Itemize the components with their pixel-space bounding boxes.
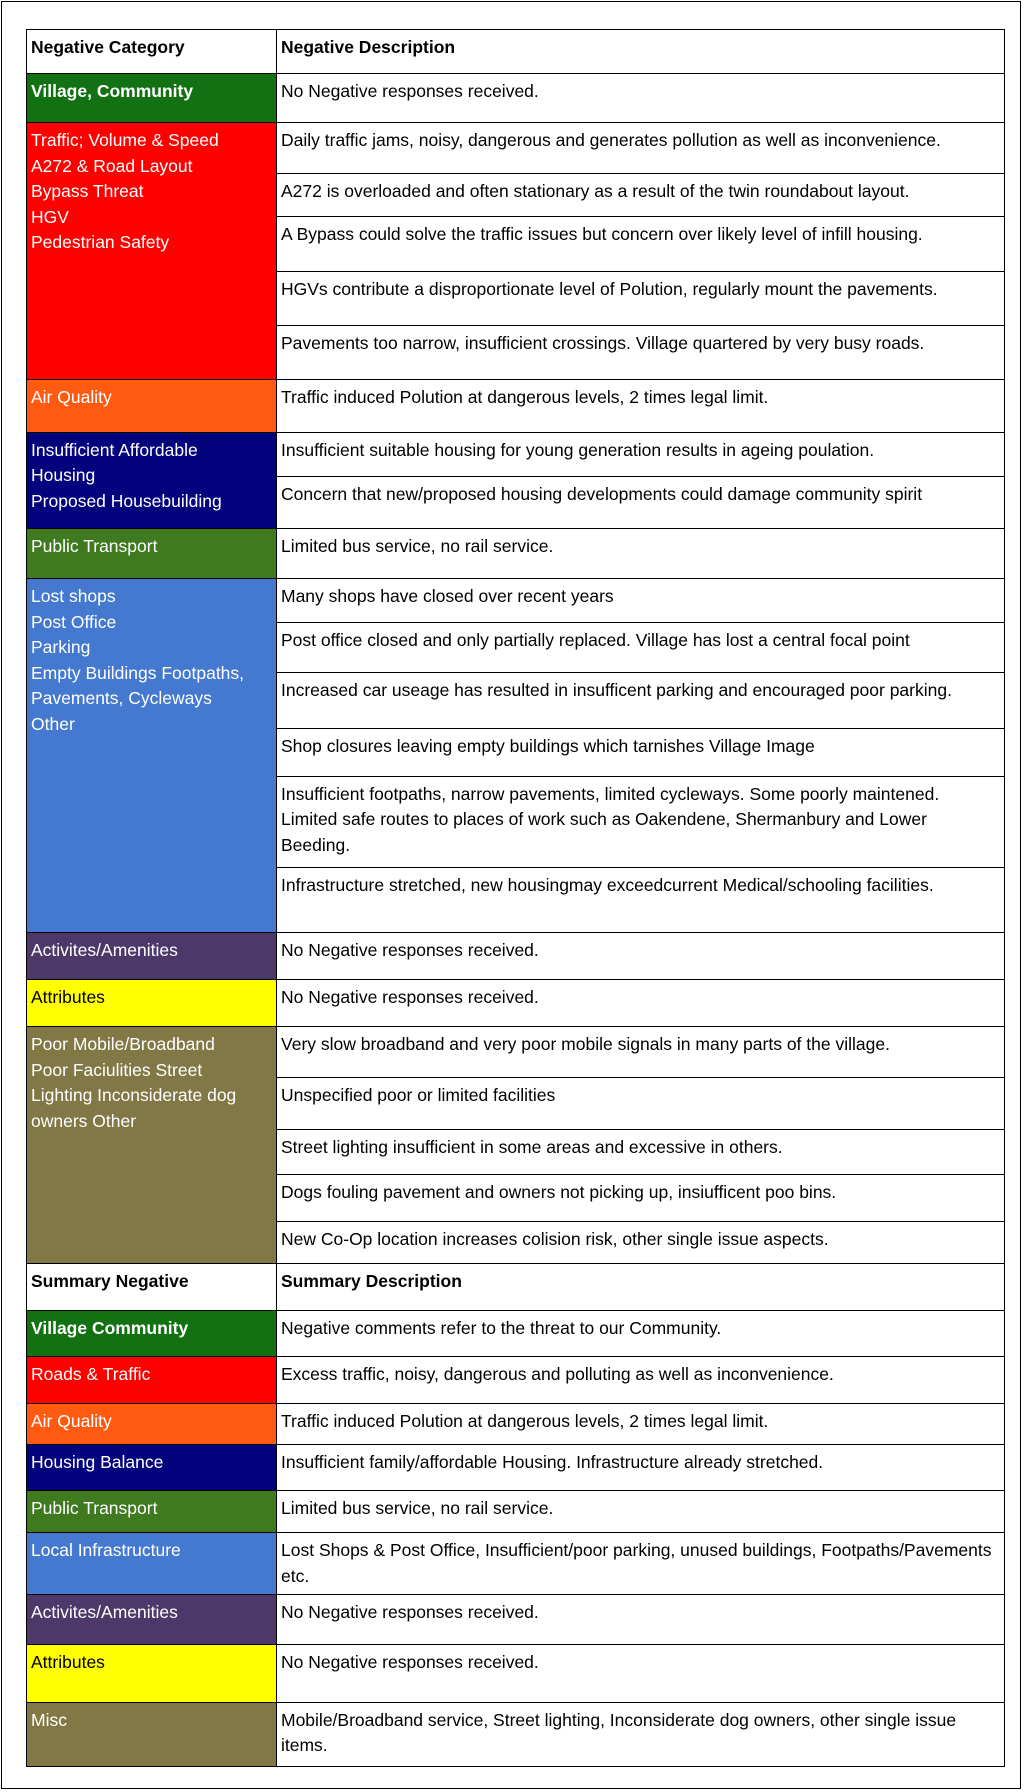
summary-row	[27, 1533, 1005, 1595]
category-cell: Local Infrastructure	[27, 1533, 277, 1595]
category-cell: Attributes	[27, 1645, 277, 1702]
description-cell: Limited bus service, no rail service.	[277, 1491, 1005, 1533]
summary-row	[27, 1444, 1005, 1490]
summary-header-category: Summary Negative	[27, 1263, 277, 1310]
description-cell: Post office closed and only partially replaced. Village has lost a central focal point	[277, 623, 1005, 673]
summary-header-description: Summary Description	[277, 1263, 1005, 1310]
description-cell: Pavements too narrow, insufficient crossings. Village quartered by very busy roads.	[277, 325, 1005, 379]
description-cell: Many shops have closed over recent years	[277, 579, 1005, 623]
description-cell: Traffic induced Polution at dangerous levels, 2 times legal limit.	[277, 379, 1005, 432]
category-cell: Insufficient Affordable Housing Proposed Housebuilding	[27, 432, 277, 528]
description-cell: Insufficient suitable housing for young generation results in ageing poulation.	[277, 432, 1005, 476]
summary-row	[27, 1403, 1005, 1444]
description-cell: Traffic induced Polution at dangerous levels, 2 times legal limit.	[277, 1403, 1005, 1444]
table-row	[27, 980, 1005, 1027]
description-cell: A272 is overloaded and often stationary as a result of the twin roundabout layout.	[277, 174, 1005, 217]
description-cell: No Negative responses received.	[277, 74, 1005, 123]
category-cell: Activites/Amenities	[27, 1595, 277, 1645]
description-cell: Concern that new/proposed housing developments could damage community spirit	[277, 476, 1005, 528]
header-description: Negative Description	[277, 30, 1005, 74]
description-cell: Shop closures leaving empty buildings which tarnishes Village Image	[277, 729, 1005, 776]
category-cell: Air Quality	[27, 379, 277, 432]
category-cell: Public Transport	[27, 1491, 277, 1533]
summary-row	[27, 1491, 1005, 1533]
summary-row	[27, 1645, 1005, 1702]
description-cell: New Co-Op location increases colision risk, other single issue aspects.	[277, 1221, 1005, 1263]
table-header-row	[27, 30, 1005, 74]
category-cell: Poor Mobile/Broadband Poor Faciulities Street Lighting Inconsiderate dog owners Other	[27, 1027, 277, 1264]
table-row	[27, 74, 1005, 123]
category-cell: Traffic; Volume & Speed A272 & Road Layout Bypass Threat HGV Pedestrian Safety	[27, 123, 277, 380]
header-category: Negative Category	[27, 30, 277, 74]
description-cell: HGVs contribute a disproportionate level of Polution, regularly mount the pavements.	[277, 271, 1005, 325]
table-row	[27, 1027, 1005, 1078]
category-cell: Public Transport	[27, 529, 277, 579]
table-row	[27, 123, 1005, 174]
category-cell: Misc	[27, 1702, 277, 1766]
negative-feedback-table	[26, 29, 1005, 1767]
description-cell: Dogs fouling pavement and owners not picking up, insiufficent poo bins.	[277, 1175, 1005, 1221]
description-cell: Daily traffic jams, noisy, dangerous and generates pollution as well as inconvenience.	[277, 123, 1005, 174]
description-cell: Increased car useage has resulted in insufficent parking and encouraged poor parking.	[277, 673, 1005, 729]
summary-row	[27, 1310, 1005, 1356]
description-cell: Insufficient family/affordable Housing. Infrastructure already stretched.	[277, 1444, 1005, 1490]
description-cell: Lost Shops & Post Office, Insufficient/poor parking, unused buildings, Footpaths/Pavements etc.	[277, 1533, 1005, 1595]
description-cell: Very slow broadband and very poor mobile signals in many parts of the village.	[277, 1027, 1005, 1078]
table-row	[27, 379, 1005, 432]
description-cell: No Negative responses received.	[277, 980, 1005, 1027]
description-cell: No Negative responses received.	[277, 1595, 1005, 1645]
table-row	[27, 932, 1005, 979]
description-cell: Negative comments refer to the threat to our Community.	[277, 1310, 1005, 1356]
table-row	[27, 529, 1005, 579]
category-cell: Activites/Amenities	[27, 932, 277, 979]
description-cell: A Bypass could solve the traffic issues but concern over likely level of infill housing.	[277, 217, 1005, 271]
summary-row	[27, 1595, 1005, 1645]
category-cell: Lost shops Post Office Parking Empty Buildings Footpaths, Pavements, Cycleways Other	[27, 579, 277, 933]
table-row	[27, 579, 1005, 623]
category-cell: Village, Community	[27, 74, 277, 123]
description-cell: No Negative responses received.	[277, 1645, 1005, 1702]
category-cell: Attributes	[27, 980, 277, 1027]
table-row	[27, 432, 1005, 476]
description-cell: No Negative responses received.	[277, 932, 1005, 979]
category-cell: Air Quality	[27, 1403, 277, 1444]
category-cell: Roads & Traffic	[27, 1356, 277, 1403]
description-cell: Limited bus service, no rail service.	[277, 529, 1005, 579]
description-cell: Excess traffic, noisy, dangerous and polluting as well as inconvenience.	[277, 1356, 1005, 1403]
summary-header-row	[27, 1263, 1005, 1310]
description-cell: Insufficient footpaths, narrow pavements, limited cycleways. Some poorly maintened. Limited safe routes to places of work such as Oakendene, Shermanbury and Lower Beeding.	[277, 776, 1005, 867]
category-cell: Housing Balance	[27, 1444, 277, 1490]
description-cell: Mobile/Broadband service, Street lighting, Inconsiderate dog owners, other single issue items.	[277, 1702, 1005, 1766]
description-cell: Infrastructure stretched, new housingmay exceedcurrent Medical/schooling facilities.	[277, 867, 1005, 932]
description-cell: Street lighting insufficient in some areas and excessive in others.	[277, 1130, 1005, 1175]
category-cell: Village Community	[27, 1310, 277, 1356]
description-cell: Unspecified poor or limited facilities	[277, 1078, 1005, 1130]
summary-row	[27, 1702, 1005, 1766]
summary-row	[27, 1356, 1005, 1403]
